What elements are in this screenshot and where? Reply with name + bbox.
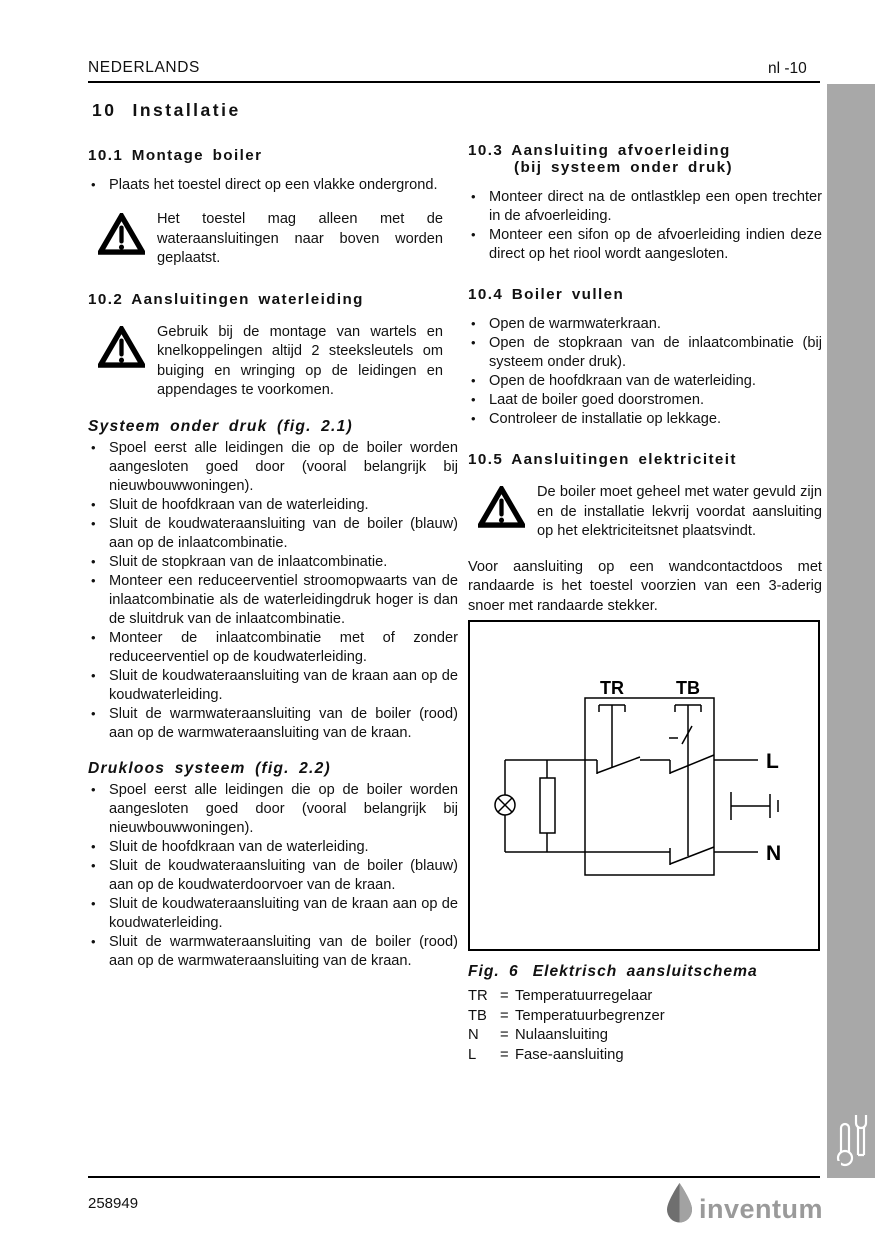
component-box [585, 698, 714, 875]
subsection-unpressurized-heading: Drukloos systeem (fig. 2.2) [88, 759, 331, 777]
tr-thermostat-symbol [599, 705, 625, 767]
list-item: • Sluit de koudwateraansluiting van de boiler (blauw) aan op de inlaatcombinatie. [88, 515, 458, 553]
legend-key: TB [468, 1007, 487, 1024]
list-item: • Laat de boiler goed doorstromen. [468, 391, 822, 410]
earth-symbol [731, 792, 778, 820]
unpressurized-system-bullets [88, 781, 458, 971]
section-10-4-bullets [468, 315, 822, 429]
legend-value: Nulaansluiting [515, 1027, 608, 1043]
heating-element [540, 778, 555, 833]
list-item: • Monteer een sifon op de afvoerleiding indien deze direct op het riool wordt aangesloten. [468, 226, 822, 264]
section-10-3-line2: (bij systeem onder druk) [514, 159, 733, 176]
subsection-pressure-heading: Systeem onder druk (fig. 2.1) [88, 417, 353, 435]
section-10-4-heading: 10.4 Boiler vullen [468, 286, 625, 303]
warning-triangle-icon [98, 323, 145, 374]
header-page-number: nl -10 [768, 60, 807, 77]
legend-row [468, 1046, 822, 1066]
legend-row [468, 1026, 822, 1046]
warning-block [98, 210, 458, 269]
list-item: • Sluit de koudwateraansluiting van de kraan aan op de koudwaterleiding. [88, 895, 458, 933]
droplet-icon [664, 1182, 695, 1228]
neutral-line [505, 847, 758, 865]
chapter-edge-tab [827, 84, 875, 1178]
legend-equals: = [500, 1027, 509, 1043]
list-item: • Sluit de koudwateraansluiting van de boiler (blauw) aan op de koudwaterdoorvoer van de kraan. [88, 857, 458, 895]
list-item: • Open de warmwaterkraan. [468, 315, 822, 334]
legend-row [468, 1007, 822, 1027]
section-10-1-bullets [88, 176, 458, 195]
section-10-2-heading: 10.2 Aansluitingen waterleiding [88, 290, 364, 308]
label-n: N [766, 842, 782, 865]
list-item: • Sluit de warmwateraansluiting van de boiler (rood) aan op de warmwateraansluiting van de kraan. [88, 705, 458, 743]
list-item: • Open de hoofdkraan van de waterleiding. [468, 372, 822, 391]
mains-connection-paragraph: Voor aansluiting op een wandcontactdoos met randaarde is het toestel voorzien van een 3-aderig snoer met randaarde stekker. [468, 558, 822, 614]
figure-legend [468, 987, 822, 1065]
brand-logo [664, 1182, 823, 1228]
figure-6-wiring-diagram [468, 620, 820, 951]
section-10-5-heading: 10.5 Aansluitingen elektriciteit [468, 451, 737, 468]
list-item: • Sluit de warmwateraansluiting van de boiler (rood) aan op de warmwateraansluiting van de kraan. [88, 933, 458, 971]
list-item: • Sluit de koudwateraansluiting van de kraan aan op de koudwaterleiding. [88, 667, 458, 705]
legend-value: Fase-aansluiting [515, 1046, 624, 1063]
list-item: • Monteer direct na de ontlastklep een open trechter in de afvoerleiding. [468, 188, 822, 226]
section-10-1-heading: 10.1 Montage boiler [88, 147, 263, 164]
list-item: • Spoel eerst alle leidingen die op de boiler worden aangesloten goed door (vooral belangrijk bij nieuwbouwwoningen). [88, 439, 458, 496]
label-tb: TB [676, 678, 700, 698]
list-item: • Sluit de stopkraan van de inlaatcombinatie. [88, 553, 458, 572]
page-title [92, 100, 458, 121]
legend-value: Temperatuurbegrenzer [515, 1007, 665, 1024]
chapter-title: Installatie [132, 100, 241, 120]
legend-equals: = [500, 988, 509, 1004]
section-10-3-heading [468, 142, 822, 176]
chapter-number: 10 [92, 100, 117, 120]
list-item: • Sluit de hoofdkraan van de waterleiding. [88, 838, 458, 857]
left-column [88, 100, 458, 971]
figure-caption [468, 963, 822, 981]
legend-equals: = [500, 1046, 509, 1063]
warning-triangle-icon [478, 483, 525, 534]
warning-text: De boiler moet geheel met water gevuld zijn en de installatie lekvrij voordat aansluiting op het elektriciteitsnet plaatsvindt. [537, 484, 822, 539]
warning-text: Het toestel mag alleen met de wateraansluitingen naar boven worden geplaatst. [157, 211, 443, 266]
list-item: • Controleer de installatie op lekkage. [468, 410, 822, 429]
legend-key: L [468, 1046, 477, 1063]
pressure-system-bullets [88, 439, 458, 743]
brand-name: inventum [699, 1194, 824, 1224]
legend-value: Temperatuurregelaar [515, 988, 653, 1004]
figure-title: Elektrisch aansluitschema [532, 963, 758, 980]
warning-text: Gebruik bij de montage van wartels en knelkoppelingen altijd 2 steeksleutels om buiging en wringing op de leidingen en appendages te voorkomen. [157, 323, 443, 398]
list-item: • Monteer een reduceerventiel stroomopwaarts van de inlaatcombinatie als de waterleidingdruk hoger is dan de sluitdruk van de inlaatcombinatie. [88, 572, 458, 629]
figure-number: Fig. 6 [468, 963, 519, 980]
legend-equals: = [500, 1007, 509, 1024]
tb-limiter-symbol [675, 705, 701, 856]
phase-line [505, 755, 758, 774]
label-tr: TR [600, 678, 624, 698]
header-rule [88, 81, 820, 83]
footer-rule [88, 1176, 820, 1178]
lamp-cross [498, 798, 512, 812]
document-number: 258949 [88, 1195, 139, 1212]
list-item: • Spoel eerst alle leidingen die op de boiler worden aangesloten goed door (vooral belangrijk bij nieuwbouwwoningen). [88, 781, 458, 838]
list-item: • Open de stopkraan van de inlaatcombinatie (bij systeem onder druk). [468, 334, 822, 372]
warning-triangle-icon [98, 210, 145, 261]
list-item: • Sluit de hoofdkraan van de waterleiding. [88, 496, 458, 515]
legend-row [468, 987, 822, 1007]
warning-block [98, 323, 458, 401]
warning-block [478, 483, 822, 542]
header-language: NEDERLANDS [88, 59, 200, 76]
section-10-3-bullets [468, 188, 822, 264]
legend-key: TR [468, 988, 488, 1004]
list-item: • Plaats het toestel direct op een vlakke ondergrond. [88, 176, 458, 195]
right-column [468, 142, 822, 1065]
legend-key: N [468, 1027, 479, 1043]
list-item: • Monteer de inlaatcombinatie met of zonder reduceerventiel op de koudwaterleiding. [88, 629, 458, 667]
label-l: L [766, 750, 779, 773]
section-10-3-line1: 10.3 Aansluiting afvoerleiding [468, 142, 731, 159]
